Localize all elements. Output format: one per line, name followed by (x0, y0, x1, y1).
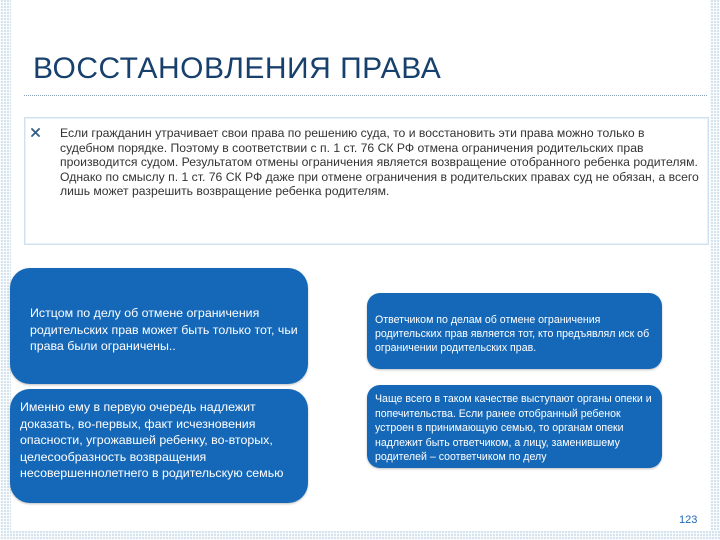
plaintiff-box-text: Истцом по делу об отмене ограничения родительских прав может быть только тот, чьи права были ограничены.. (30, 306, 298, 353)
title-divider (24, 95, 707, 96)
right-decorative-strip (710, 0, 720, 540)
page-number: 123 (679, 514, 698, 526)
burden-of-proof-box (10, 389, 308, 503)
guardianship-box (367, 385, 662, 468)
plaintiff-box (10, 268, 308, 384)
slide-title: ВОССТАНОВЛЕНИЯ ПРАВА (33, 52, 442, 85)
burden-of-proof-box-text: Именно ему в первую очередь надлежит доказать, во-первых, факт исчезновения опасности, угрожавшей ребенку, во-вторых, целесообразность возвращения несовершеннолетнего в родительскую семью (20, 400, 284, 480)
guardianship-box-text: Чаще всего в таком качестве выступают органы опеки и попечительства. Если ранее отобранный ребенок устроен в принимающую семью, то органам опеки надлежит быть ответчиком, а лицу, заменившему родителей – соответчиком по делу (375, 393, 652, 464)
bottom-decorative-strip (0, 531, 720, 540)
body-paragraph: Если гражданин утрачивает свои права по решению суда, то и восстановить эти права можно только в судебном порядке. Поэтому в соответствии с п. 1 ст. 76 СК РФ отмена ограничения родительских прав производится судом. Результатом отмены ограничения является возвращение отобранного ребенка родителям. Однако по смыслу п. 1 ст. 76 СК РФ даже при отмене ограничения в родительских правах суд не обязан, а всего лишь может разрешить возвращение ребенка родителям. (60, 126, 699, 199)
defendant-box (367, 293, 662, 369)
defendant-box-text: Ответчиком по делам об отмене ограничения родительских прав является тот, кто предъявлял иск об ограничении родительских прав. (375, 314, 650, 355)
cross-bullet-icon (31, 126, 40, 140)
